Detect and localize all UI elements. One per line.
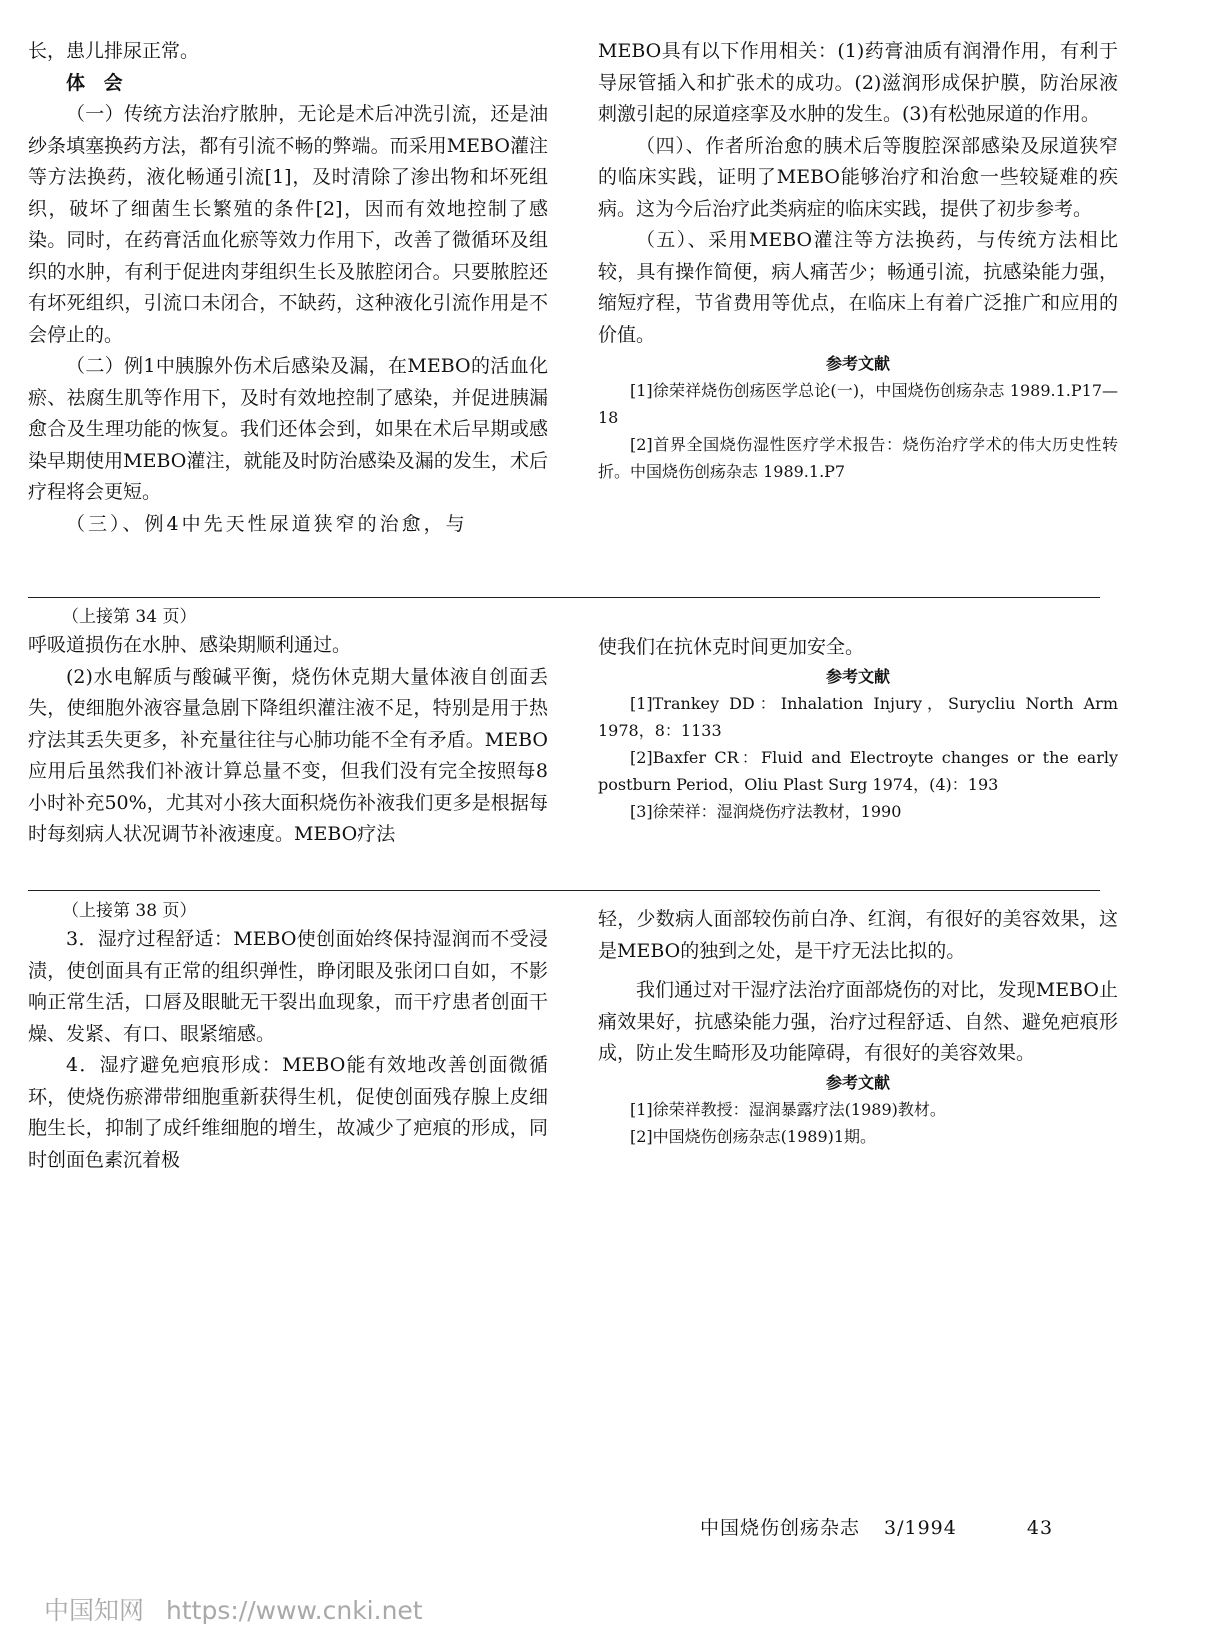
section-divider (28, 597, 1100, 598)
paragraph: MEBO具有以下作用相关：(1)药膏油质有润滑作用，有利于导尿管插入和扩张术的成功。(2)滋润形成保护膜，防治尿液刺激引起的尿道痉挛及水肿的发生。(3)有松弛尿道的作用。 (598, 40, 1118, 125)
section2-left-column (28, 604, 548, 851)
reference-item: [1]Trankey DD：Inhalation Injury，Surycliu North Arm 1978，8：1133 (598, 693, 1118, 740)
watermark (44, 1591, 423, 1627)
reference-item: [1]徐荣祥教授：湿润暴露疗法(1989)教材。 (630, 1099, 946, 1119)
references-title: 参考文献 (825, 354, 890, 373)
references-title: 参考文献 (825, 666, 890, 686)
reference-item: [2]Baxfer CR：Fluid and Electroyte changes or the early postburn Period，Oliu Plast Surg 1974，(4)：193 (598, 747, 1118, 794)
watermark-brand: 中国知网 (44, 1596, 145, 1625)
section1-left-column (28, 36, 548, 540)
paragraph: 轻，少数病人面部较伤前白净、红润，有很好的美容效果，这是MEBO的独到之处，是干疗无法比拟的。 (598, 908, 1118, 962)
journal-name: 中国烧伤创疡杂志 (700, 1517, 861, 1539)
section-divider (28, 890, 1100, 891)
section1-right-column (598, 36, 1118, 485)
paragraph: 我们通过对干湿疗法治疗面部烧伤的对比，发现MEBO止痛效果好，抗感染能力强，治疗过程舒适、自然、避免疤痕形成，防止发生畸形及功能障碍，有很好的美容效果。 (598, 979, 1118, 1064)
paragraph: 长，患儿排尿正常。 (28, 40, 200, 62)
page-number: 43 (1026, 1517, 1054, 1539)
paragraph: （三）、例4中先天性尿道狭窄的治愈，与 (66, 512, 468, 535)
references-title: 参考文献 (825, 1072, 890, 1092)
reference-item: [2]首界全国烧伤湿性医疗学术报告：烧伤治疗学术的伟大历史性转折。中国烧伤创疡杂志 1989.1.P7 (598, 435, 1118, 481)
paragraph: 使我们在抗休克时间更加安全。 (598, 636, 865, 658)
continued-note: （上接第 38 页） (62, 901, 197, 921)
paragraph: （四）、作者所治愈的胰术后等腹腔深部感染及尿道狭窄的临床实践，证明了MEBO能够治疗和治愈一些较疑难的疾病。这为今后治疗此类病症的临床实践，提供了初步参考。 (598, 134, 1118, 220)
watermark-url: https://www.cnki.net (166, 1596, 423, 1625)
section-heading: 体 会 (66, 71, 129, 94)
page-footer (700, 1513, 1053, 1540)
section2-right-column (598, 632, 1118, 825)
paragraph: （五）、采用MEBO灌注等方法换药，与传统方法相比较，具有操作简便，病人痛苦少；畅通引流，抗感染能力强，缩短疗程，节省费用等优点，在临床上有着广泛推广和应用的价值。 (598, 229, 1118, 346)
paragraph: (2)水电解质与酸碱平衡，烧伤休克期大量体液自创面丢失，使细胞外液容量急剧下降组织灌注液不足，特别是用于热疗法其丢失更多，补充量往往与心肺功能不全有矛盾。MEBO应用后虽然我们补液计算总量不变，但我们没有完全按照每8小时补充50%，尤其对小孩大面积烧伤补液我们更多是根据每时每刻病人状况调节补液速度。MEBO疗法 (28, 665, 548, 845)
paragraph: 3．湿疗过程舒适：MEBO使创面始终保持湿润而不受浸渍，使创面具有正常的组织弹性，睁闭眼及张闭口自如，不影响正常生活，口唇及眼眦无干裂出血现象，而干疗患者创面干燥、发紧、有口、眼紧缩感。 (28, 928, 548, 1045)
paragraph: 4．湿疗避免疤痕形成：MEBO能有效地改善创面微循环，使烧伤瘀滞带细胞重新获得生机，促使创面残存腺上皮细胞生长，抑制了成纤维细胞的增生，故减少了疤痕的形成，同时创面色素沉着极 (28, 1054, 548, 1171)
paragraph: （一）传统方法治疗脓肿，无论是术后冲洗引流，还是油纱条填塞换药方法，都有引流不畅的弊端。而采用MEBO灌注等方法换药，液化畅通引流[1]，及时清除了渗出物和坏死组织，破坏了细菌生长繁殖的条件[2]，因而有效地控制了感染。同时，在药膏活血化瘀等效力作用下，改善了微循环及组织的水肿，有利于促进肉芽组织生长及脓腔闭合。只要脓腔还有坏死组织，引流口未闭合，不缺药，这种液化引流作用是不会停止的。 (28, 103, 548, 346)
paragraph: （二）例1中胰腺外伤术后感染及漏，在MEBO的活血化瘀、祛腐生肌等作用下，及时有效地控制了感染，并促进胰漏愈合及生理功能的恢复。我们还体会到，如果在术后早期或感染早期使用MEBO灌注，就能及时防治感染及漏的发生，术后疗程将会更短。 (28, 355, 548, 503)
paragraph: 呼吸道损伤在水肿、感染期顺利通过。 (28, 634, 352, 656)
reference-item: [3]徐荣祥：湿润烧伤疗法教材，1990 (630, 801, 902, 821)
section3-right-column (598, 904, 1118, 1150)
continued-note: （上接第 34 页） (62, 607, 197, 627)
issue-number: 3/1994 (884, 1517, 957, 1539)
reference-item: [1]徐荣祥烧伤创疡医学总论(一)，中国烧伤创疡杂志 1989.1.P17—18 (598, 381, 1118, 427)
reference-item: [2]中国烧伤创疡杂志(1989)1期。 (630, 1126, 877, 1146)
section3-left-column (28, 898, 548, 1176)
